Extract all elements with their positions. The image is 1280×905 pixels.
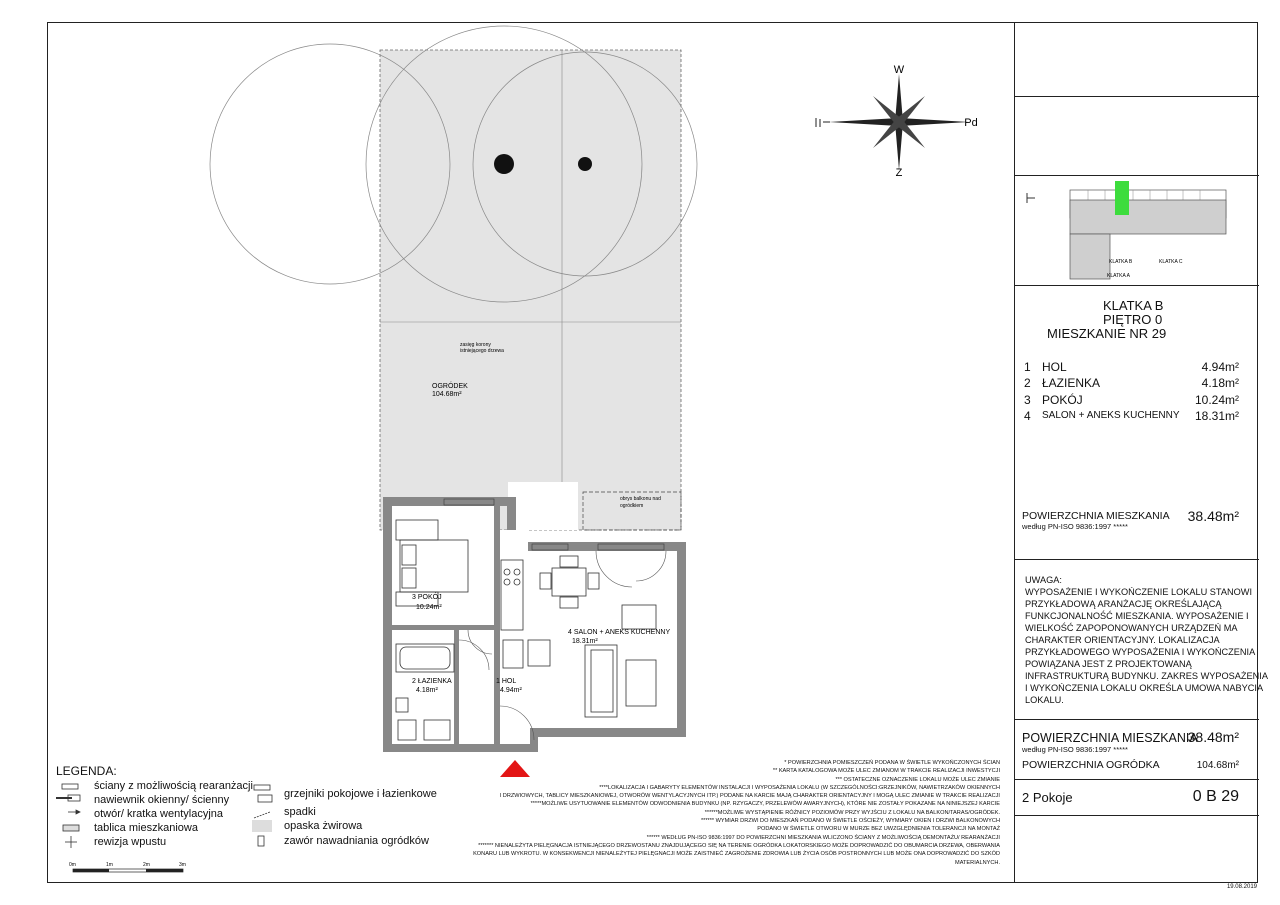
summary-section bbox=[1015, 720, 1259, 780]
footnotes: * POWIERZCHNIA POMIESZCZEŃ PODANA W ŚWIETLE WYKOŃCZONYCH ŚCIAN ** KARTA KATALOGOWA MOŻE ULEC ZMIANOM W TRAKCIE REALIZACJI INWESTYCJI *** OSTATECZNE OZNACZENIE LOKALU MOŻE ULEC ZMIANIE ****LOKALIZACJA I GABARYTY ELEMENTÓW INSTALACJI I WYPOSAŻENIA LOKALU (W SZCZEGÓLNOŚCI:GRZEJNIKÓW, NAWIETRZAKÓW OKIENNYCH I DRZWIOWYCH, TABLICY MIESZKANIOWEJ, OTWORÓW WENTYLACYJNYCH ITP.) PODANE NA KARCIE MAJĄ CHARAKTER ORIENTACYJNY I MOGĄ ULEC ZMIANIE W TRAKCIE REALIZACJI *****MOŻLIWE USYTUOWANIE ELEMENTÓW ODWODNIENIA BUDYNKU (NP. RZYGACZY, PRZELEWÓW AWARYJNYCH), KTÓRE NIE ZOSTAŁY POKAZANE NA NINIEJSZEJ KARCIE ******MOŻLIWE WYSTĄPIENIE RÓŻNICY POZIOMÓW PRZY WYJŚCIU Z LOKALU NA BALKON/TARAS/OGRÓDEK. ****** WYMIAR DRZWI DO MIESZKAŃ PODANO W ŚWIETLE OŚCIEŻY, WYMIARY OKIEN I DRZWI BALKONOWYCH PODANO W ŚWIETLE OTWORU W MURZE BEZ UWZGLĘDNIENIA TOLERANCJI NA MONTAŻ ****** WEDŁUG PN-ISO 9836:1997 DO POWIERZCHNI MIESZKANIA WLICZONO ŚCIANY Z MOŻLIWOŚCIĄ DEMONTAŻU/ REARANŻACJI ******* NIENALEŻYTA PIELĘGNACJA ISTNIEJĄCEGO DRZEWOSTANU ZNAJDUJĄCEGO SIĘ NA TERENIE OGRÓDKA LOKATORSKIEGO MOŻE DOPROWADZIĆ DO OBUMARCIA DRZEWA, OBERWANIA KONARU LUB WYKROTU. W KONSEKWENCJI NIENALEŻYTEJ PIELĘGNACJI MOŻE ZAISTNIEĆ ZAGROŻENIE ZDROWIA LUB ŻYCIA OSÓB POSTRONNYCH LUB MOŻE ONA DOPROWADZIĆ DO SZKÓD MATERIALNYCH. bbox=[473, 760, 1000, 866]
date-label: 19.08.2019 bbox=[1226, 884, 1257, 890]
legend-item: ściany z możliwością rearanżacji bbox=[94, 780, 253, 792]
garden-label: OGRÓDEK bbox=[432, 383, 468, 390]
room-area-label: 18.31m² bbox=[572, 638, 598, 645]
tree-note: zasięg korony bbox=[460, 342, 491, 348]
keyplan-label: KLATKA B bbox=[1109, 259, 1133, 265]
info-panel bbox=[1014, 22, 1268, 883]
legend-item: zawór nawadniania ogródków bbox=[284, 835, 429, 847]
room-area: 10.24m² bbox=[1194, 393, 1239, 407]
scale-label: 1m bbox=[106, 862, 113, 868]
room-no: 4 bbox=[1024, 409, 1031, 423]
room-label: 2 ŁAZIENKA bbox=[412, 678, 452, 685]
legend-item: grzejniki pokojowe i łazienkowe bbox=[284, 788, 437, 800]
garden-label: POWIERZCHNIA OGRÓDKA bbox=[1022, 759, 1160, 771]
notes-line: LOKALU. bbox=[1025, 695, 1064, 705]
room-area-label: 4.18m² bbox=[416, 687, 438, 694]
legend-item: tablica mieszkaniowa bbox=[94, 822, 198, 834]
compass-north: W bbox=[893, 64, 905, 76]
garden-area-label: 104.68m² bbox=[432, 391, 462, 398]
floor-label: PIĘTRO 0 bbox=[1103, 312, 1163, 327]
legend-item: otwór/ kratka wentylacyjna bbox=[94, 808, 223, 820]
stairwell-label: KLATKA B bbox=[1103, 298, 1164, 313]
room-name: ŁAZIENKA bbox=[1042, 376, 1101, 390]
room-area-label: 10.24m² bbox=[416, 604, 442, 611]
room-area-label: 4.94m² bbox=[500, 687, 522, 694]
keyplan-highlight bbox=[1115, 181, 1129, 215]
balcony-note: ogródkiem bbox=[620, 503, 644, 509]
room-label: 4 SALON + ANEKS KUCHENNY bbox=[568, 629, 671, 636]
tree-note: istniejącego drzewa bbox=[460, 348, 504, 354]
notes-line: POWIĄZANA JEST Z PROJEKTOWANĄ bbox=[1025, 659, 1192, 669]
keyplan bbox=[1015, 176, 1259, 286]
room-name: POKÓJ bbox=[1042, 393, 1083, 407]
keyplan-label: KLATKA C bbox=[1159, 259, 1183, 265]
room-count: 2 Pokoje bbox=[1022, 790, 1073, 805]
area-value: 38.48m² bbox=[1187, 508, 1239, 524]
notes-line: INFRASTRUKTURĄ BUDYNKU. ZAKRES WYPOSAŻENIA bbox=[1025, 671, 1268, 681]
apartment-number: MIESZKANIE NR 29 bbox=[1047, 326, 1167, 341]
panel-blank bbox=[1015, 22, 1259, 97]
tree-trunk bbox=[494, 154, 514, 174]
compass-west-mark bbox=[816, 118, 830, 127]
scale-label: 3m bbox=[179, 862, 186, 868]
notes-title: UWAGA: bbox=[1025, 575, 1062, 585]
summary-sub: według PN-ISO 9836:1997 ***** bbox=[1022, 745, 1128, 754]
area-label: POWIERZCHNIA MIESZKANIA bbox=[1022, 510, 1170, 522]
balcony-note: obrys balkonu nad bbox=[620, 496, 661, 502]
compass-east: Pd bbox=[964, 117, 978, 129]
room-name: HOL bbox=[1042, 360, 1067, 374]
legend-item: nawiewnik okienny/ ścienny bbox=[94, 794, 230, 806]
notes-line: CHARAKTER ORIENTACYJNY. LOKALIZACJA bbox=[1025, 635, 1220, 645]
scale-label: 2m bbox=[143, 862, 150, 868]
legend-item: opaska żwirowa bbox=[284, 820, 363, 832]
room-area: 4.94m² bbox=[1201, 360, 1239, 374]
garden-area bbox=[380, 50, 681, 530]
summary-label: POWIERZCHNIA MIESZKANIA bbox=[1022, 731, 1198, 745]
legend-item: rewizja wpustu bbox=[94, 836, 167, 848]
room-no: 2 bbox=[1024, 376, 1031, 390]
room-name: SALON + ANEKS KUCHENNY bbox=[1042, 410, 1180, 421]
legend-title: LEGENDA: bbox=[56, 764, 117, 778]
notes-line: PRZYKŁADOWEGO WYPOSAŻENIA I WYKOŃCZENIA bbox=[1025, 647, 1256, 657]
room-area: 18.31m² bbox=[1194, 409, 1239, 423]
tree-trunk bbox=[578, 157, 592, 171]
compass-south: Z bbox=[895, 167, 903, 179]
notes-line: WIELKOŚĆ ZAPOPONOWANYCH URZĄDZEŃ MA bbox=[1025, 623, 1238, 633]
notes-line: WYPOSAŻENIE I WYKOŃCZENIE LOKALU STANOWI bbox=[1025, 587, 1252, 597]
room-area: 4.18m² bbox=[1201, 376, 1239, 390]
room-no: 1 bbox=[1024, 360, 1031, 374]
compass-rose bbox=[829, 74, 969, 170]
notes-line: FUNKCJONALNOŚĆ MIESZKANIA. WYPOSAŻENIE I bbox=[1025, 611, 1249, 621]
apartment-code: 0 B 29 bbox=[1192, 788, 1239, 805]
notes-line: PRZYKŁADOWĄ ARANŻACJĘ OKREŚLAJĄCĄ bbox=[1025, 599, 1222, 609]
footer-section bbox=[1015, 780, 1259, 816]
room-no: 3 bbox=[1024, 393, 1031, 407]
scale-bar bbox=[73, 869, 183, 872]
keyplan-label: KLATKA A bbox=[1107, 273, 1130, 279]
panel-blank bbox=[1015, 97, 1259, 176]
notes-line: I WYKOŃCZENIA LOKALU OKREŚLA UMOWA NABYCIA bbox=[1025, 683, 1264, 693]
room-label: 3 POKÓJ bbox=[412, 594, 442, 601]
keyplan-section bbox=[1015, 176, 1259, 286]
scale-label: 0m bbox=[69, 862, 76, 868]
apartment-info bbox=[1015, 286, 1259, 560]
notes-section bbox=[1015, 560, 1268, 720]
area-sub: według PN-ISO 9836:1997 ***** bbox=[1022, 522, 1128, 531]
garden-value: 104.68m² bbox=[1196, 760, 1239, 771]
legend-item: spadki bbox=[284, 806, 316, 818]
summary-value: 38.48m² bbox=[1187, 729, 1239, 745]
room-label: 1 HOL bbox=[496, 678, 517, 685]
